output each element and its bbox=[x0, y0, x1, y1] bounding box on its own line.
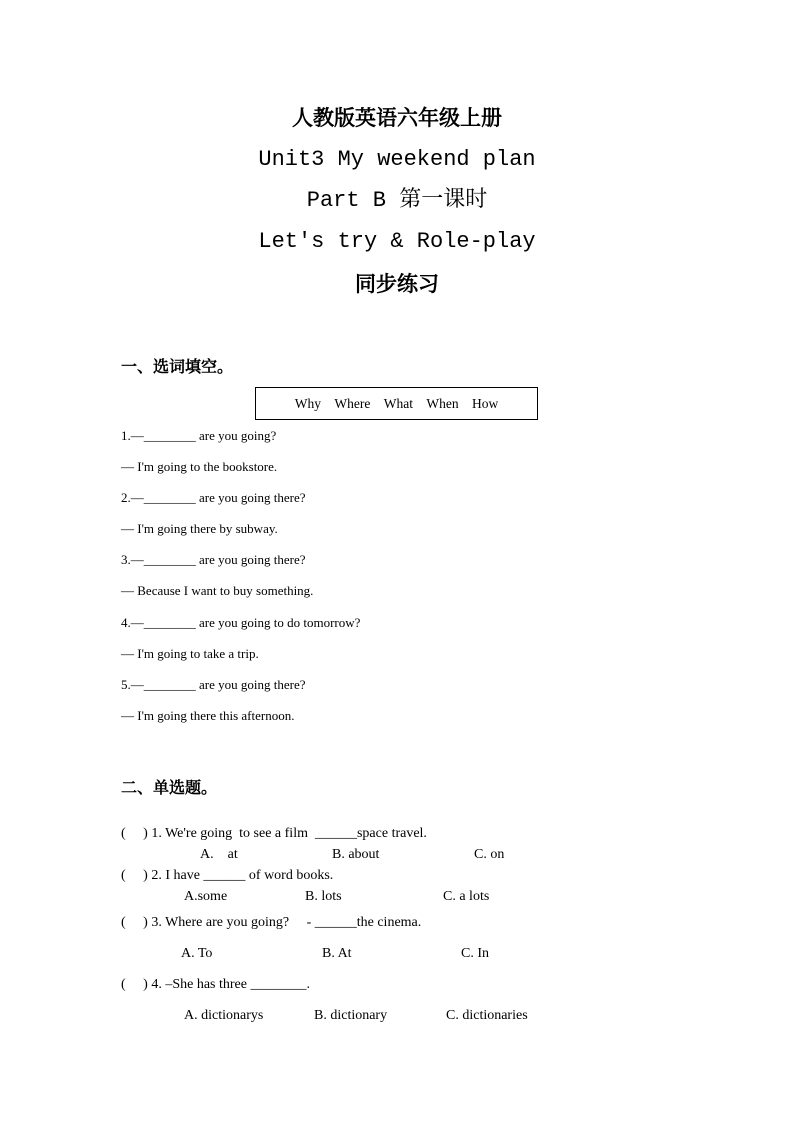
question-line: 2.—________ are you going there? bbox=[121, 490, 306, 505]
mc-option-c: C. In bbox=[461, 946, 489, 961]
answer-line: — I'm going there this afternoon. bbox=[121, 708, 295, 723]
mc-option-c: C. dictionaries bbox=[446, 1008, 528, 1023]
mc-question-2: ( ) 2. I have ______ of word books. bbox=[121, 868, 334, 883]
mc-option-c: C. a lots bbox=[443, 889, 490, 904]
mc-question-1: ( ) 1. We're going to see a film ______space travel. bbox=[121, 826, 427, 841]
mc-option-b: B. dictionary bbox=[314, 1008, 388, 1023]
mc-option-b: B. lots bbox=[305, 889, 342, 904]
mc-option-c: C. on bbox=[474, 847, 505, 862]
mc-option-b: B. about bbox=[332, 847, 380, 862]
word-bank-item: What bbox=[383, 396, 413, 411]
mc-question-3: ( ) 3. Where are you going? - ______the cinema. bbox=[121, 915, 422, 930]
mc-option-b: B. At bbox=[322, 946, 352, 961]
answer-line: — I'm going to take a trip. bbox=[121, 646, 259, 661]
mc-option-a: A. at bbox=[200, 847, 238, 862]
word-bank-item: Why bbox=[294, 396, 322, 411]
answer-line: — Because I want to buy something. bbox=[121, 583, 314, 598]
question-line: 3.—________ are you going there? bbox=[121, 552, 306, 567]
question-line: 4.—________ are you going to do tomorrow? bbox=[121, 615, 361, 630]
answer-line: — I'm going to the bookstore. bbox=[121, 459, 278, 474]
section-heading-fill-in: 一、选词填空。 bbox=[121, 357, 234, 376]
word-bank bbox=[255, 387, 538, 420]
word-bank-item: When bbox=[426, 396, 459, 411]
question-line: 5.—________ are you going there? bbox=[121, 677, 306, 692]
section-heading-multiple-choice: 二、单选题。 bbox=[121, 778, 218, 797]
word-bank-item: How bbox=[471, 396, 499, 411]
mc-option-a: A.some bbox=[184, 889, 228, 904]
mc-option-a: A. dictionarys bbox=[184, 1008, 264, 1023]
unit-title: Unit3 My weekend plan bbox=[258, 147, 536, 172]
mc-question-4: ( ) 4. –She has three ________. bbox=[121, 977, 310, 992]
question-line: 1.—________ are you going? bbox=[121, 428, 277, 443]
lesson-title: Part B 第一课时 bbox=[306, 188, 488, 213]
exercise-title: 同步练习 bbox=[355, 271, 439, 296]
mc-option-a: A. To bbox=[181, 946, 213, 961]
word-bank-item: Where bbox=[334, 396, 371, 411]
answer-line: — I'm going there by subway. bbox=[121, 521, 278, 536]
document-title: 人教版英语六年级上册 bbox=[292, 105, 502, 130]
activity-title: Let's try & Role-play bbox=[258, 229, 536, 254]
